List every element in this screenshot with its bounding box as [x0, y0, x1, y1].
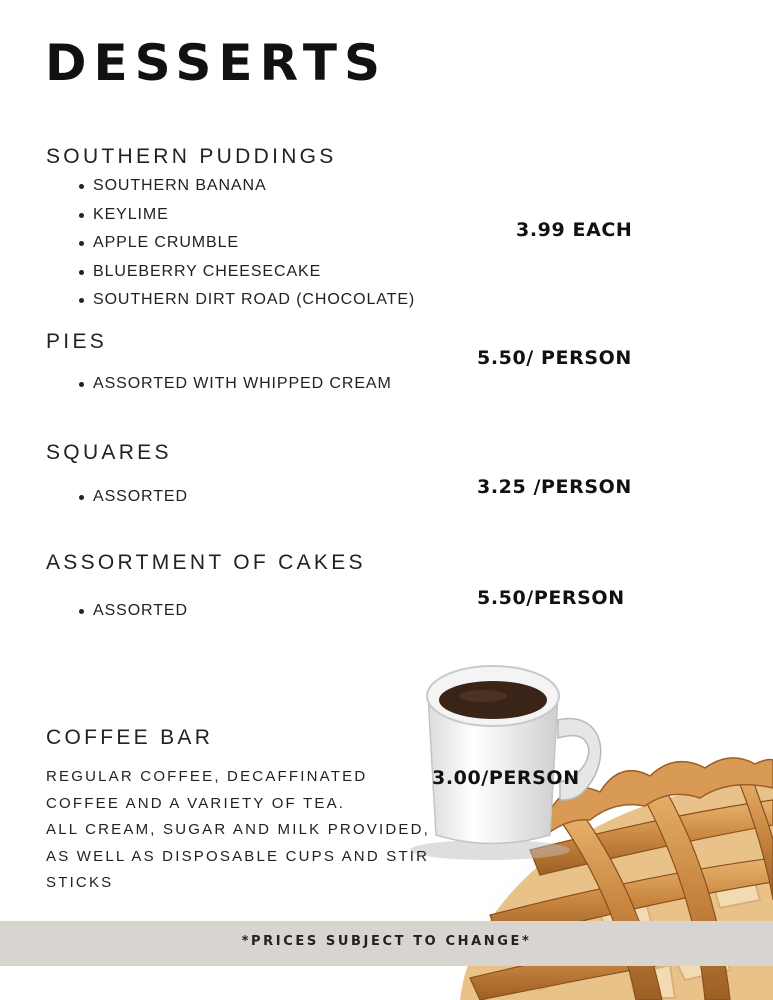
description-line: COFFEE AND A VARIETY OF TEA. [46, 794, 346, 812]
pies-list [93, 370, 392, 399]
description-line: STICKS [46, 874, 114, 891]
list-item: BLUEBERRY CHEESECAKE [93, 258, 415, 287]
list-item: APPLE CRUMBLE [93, 229, 415, 258]
description-line: AS WELL AS DISPOSABLE CUPS AND STIR [46, 847, 430, 865]
list-item: ASSORTED [93, 597, 188, 626]
coffee-description [46, 764, 476, 897]
price-pies: 5.50/ PERSON [477, 347, 632, 369]
squares-list [93, 483, 188, 512]
list-item: ASSORTED [93, 483, 188, 512]
list-item: SOUTHERN BANANA [93, 172, 415, 201]
section-title-puddings: SOUTHERN PUDDINGS [46, 145, 337, 168]
price-coffee: 3.00/PERSON [432, 767, 580, 789]
description-line: ALL CREAM, SUGAR AND MILK PROVIDED, [46, 821, 431, 838]
cakes-list [93, 597, 188, 626]
price-cakes: 5.50/PERSON [477, 587, 625, 609]
puddings-list [93, 172, 415, 315]
price-puddings: 3.99 EACH [516, 219, 633, 241]
list-item: SOUTHERN DIRT ROAD (CHOCOLATE) [93, 286, 415, 315]
description-line: REGULAR COFFEE, DECAFFINATED [46, 768, 368, 785]
section-title-cakes: ASSORTMENT OF CAKES [46, 551, 366, 574]
list-item: KEYLIME [93, 201, 415, 230]
page-title: DESSERTS [45, 34, 387, 92]
section-title-coffee: COFFEE BAR [46, 726, 214, 749]
footer-note: *PRICES SUBJECT TO CHANGE* [241, 934, 532, 949]
section-title-pies: PIES [46, 330, 108, 353]
list-item: ASSORTED WITH WHIPPED CREAM [93, 370, 392, 399]
price-squares: 3.25 /PERSON [477, 476, 632, 498]
section-title-squares: SQUARES [46, 441, 172, 464]
